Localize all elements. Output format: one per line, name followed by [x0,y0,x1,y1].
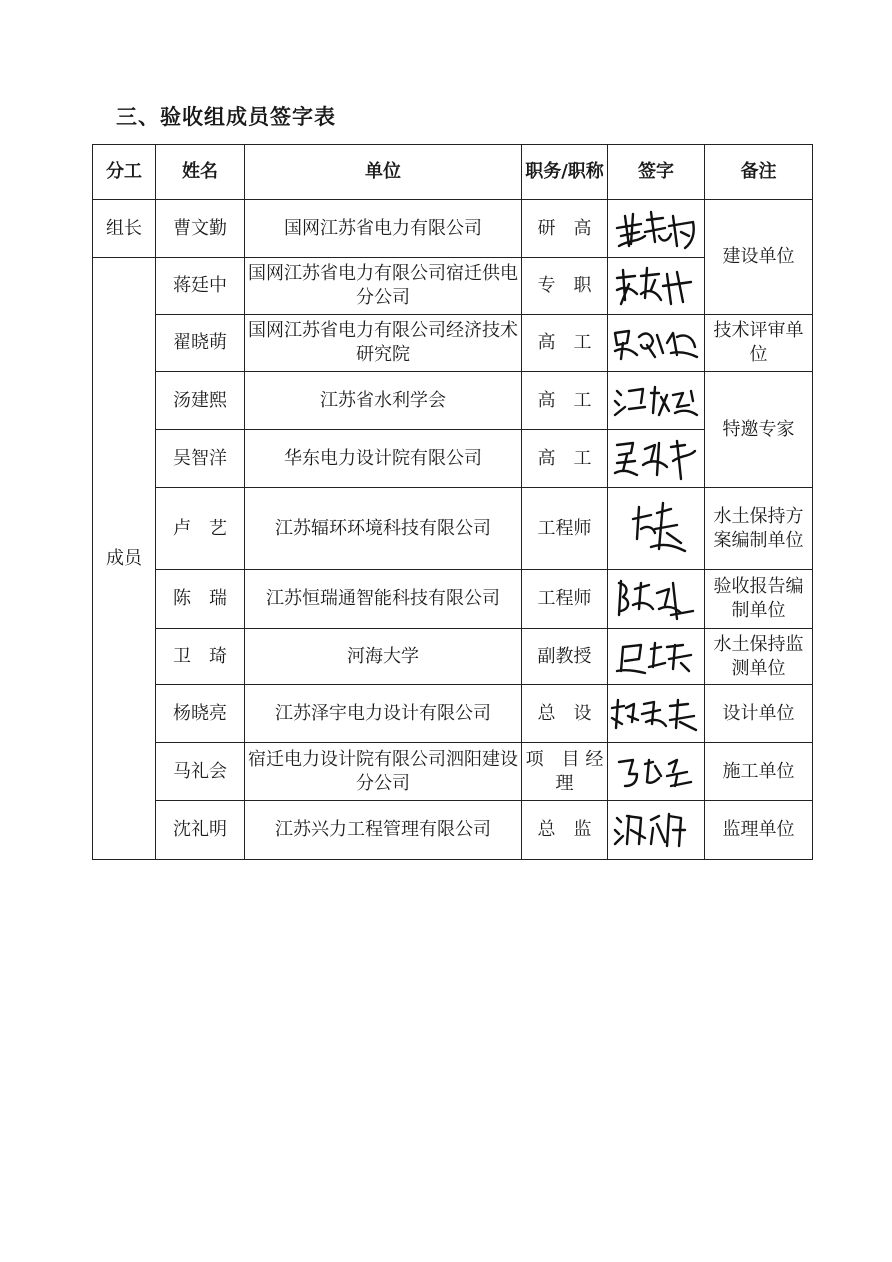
member-title: 专 职 [522,258,608,315]
note-design: 设计单位 [705,685,813,743]
note-monitoring: 水土保持监测单位 [705,629,813,685]
signature [608,258,705,315]
note-plan: 水土保持方案编制单位 [705,488,813,570]
header-unit: 单位 [245,145,522,200]
member-title: 项 目 经 理 [522,743,608,801]
member-name: 沈礼明 [156,801,245,860]
member-name: 汤建熙 [156,372,245,430]
table-row [93,315,813,372]
signature [608,372,705,430]
signature [608,629,705,685]
member-unit: 国网江苏省电力有限公司宿迁供电分公司 [245,258,522,315]
handwritten-signature [611,637,701,677]
signature [608,570,705,629]
table-row [93,570,813,629]
table-row [93,801,813,860]
member-name: 曹文勤 [156,200,245,258]
member-name: 卫 琦 [156,629,245,685]
member-name: 吴智洋 [156,430,245,488]
member-unit: 江苏辐环环境科技有限公司 [245,488,522,570]
member-unit: 江苏省水利学会 [245,372,522,430]
member-unit: 国网江苏省电力有限公司经济技术研究院 [245,315,522,372]
handwritten-signature [611,752,701,792]
header-note: 备注 [705,145,813,200]
handwritten-signature [611,437,701,481]
member-unit: 江苏恒瑞通智能科技有限公司 [245,570,522,629]
signature [608,430,705,488]
member-title: 工程师 [522,488,608,570]
table-row [93,372,813,430]
handwritten-signature [608,694,704,734]
note-review: 技术评审单位 [705,315,813,372]
group-leader: 组长 [93,200,156,258]
signature [608,801,705,860]
member-unit: 宿迁电力设计院有限公司泗阳建设分公司 [245,743,522,801]
member-name: 卢 艺 [156,488,245,570]
note-construction: 建设单位 [705,200,813,315]
handwritten-signature [611,808,701,852]
table-row [93,743,813,801]
note-build: 施工单位 [705,743,813,801]
handwritten-signature [611,575,701,623]
member-title: 总 设 [522,685,608,743]
signature [608,685,705,743]
signature [608,488,705,570]
member-unit: 华东电力设计院有限公司 [245,430,522,488]
member-title: 高 工 [522,315,608,372]
handwritten-signature [611,381,701,421]
handwritten-signature [611,499,701,559]
signature-table [92,144,813,860]
header-title: 职务/职称 [522,145,608,200]
member-title: 研 高 [522,200,608,258]
signature [608,743,705,801]
member-title: 工程师 [522,570,608,629]
note-report: 验收报告编制单位 [705,570,813,629]
table-row [93,488,813,570]
handwritten-signature [611,206,701,252]
table-row [93,629,813,685]
signature [608,315,705,372]
member-name: 杨晓亮 [156,685,245,743]
page-title: 三、验收组成员签字表 [116,105,336,129]
member-title: 高 工 [522,430,608,488]
header-signature: 签字 [608,145,705,200]
note-supervision: 监理单位 [705,801,813,860]
member-name: 马礼会 [156,743,245,801]
handwritten-signature [611,323,701,363]
member-unit: 河海大学 [245,629,522,685]
member-title: 高 工 [522,372,608,430]
note-experts: 特邀专家 [705,372,813,488]
header-row [93,145,813,200]
handwritten-signature [611,264,701,308]
header-division: 分工 [93,145,156,200]
group-members: 成员 [93,258,156,860]
header-name: 姓名 [156,145,245,200]
member-name: 蒋廷中 [156,258,245,315]
member-title: 副教授 [522,629,608,685]
signature [608,200,705,258]
member-name: 陈 瑞 [156,570,245,629]
table-row [93,200,813,258]
member-title: 总 监 [522,801,608,860]
table-row [93,685,813,743]
member-name: 翟晓萌 [156,315,245,372]
member-unit: 江苏兴力工程管理有限公司 [245,801,522,860]
member-unit: 江苏泽宇电力设计有限公司 [245,685,522,743]
member-unit: 国网江苏省电力有限公司 [245,200,522,258]
